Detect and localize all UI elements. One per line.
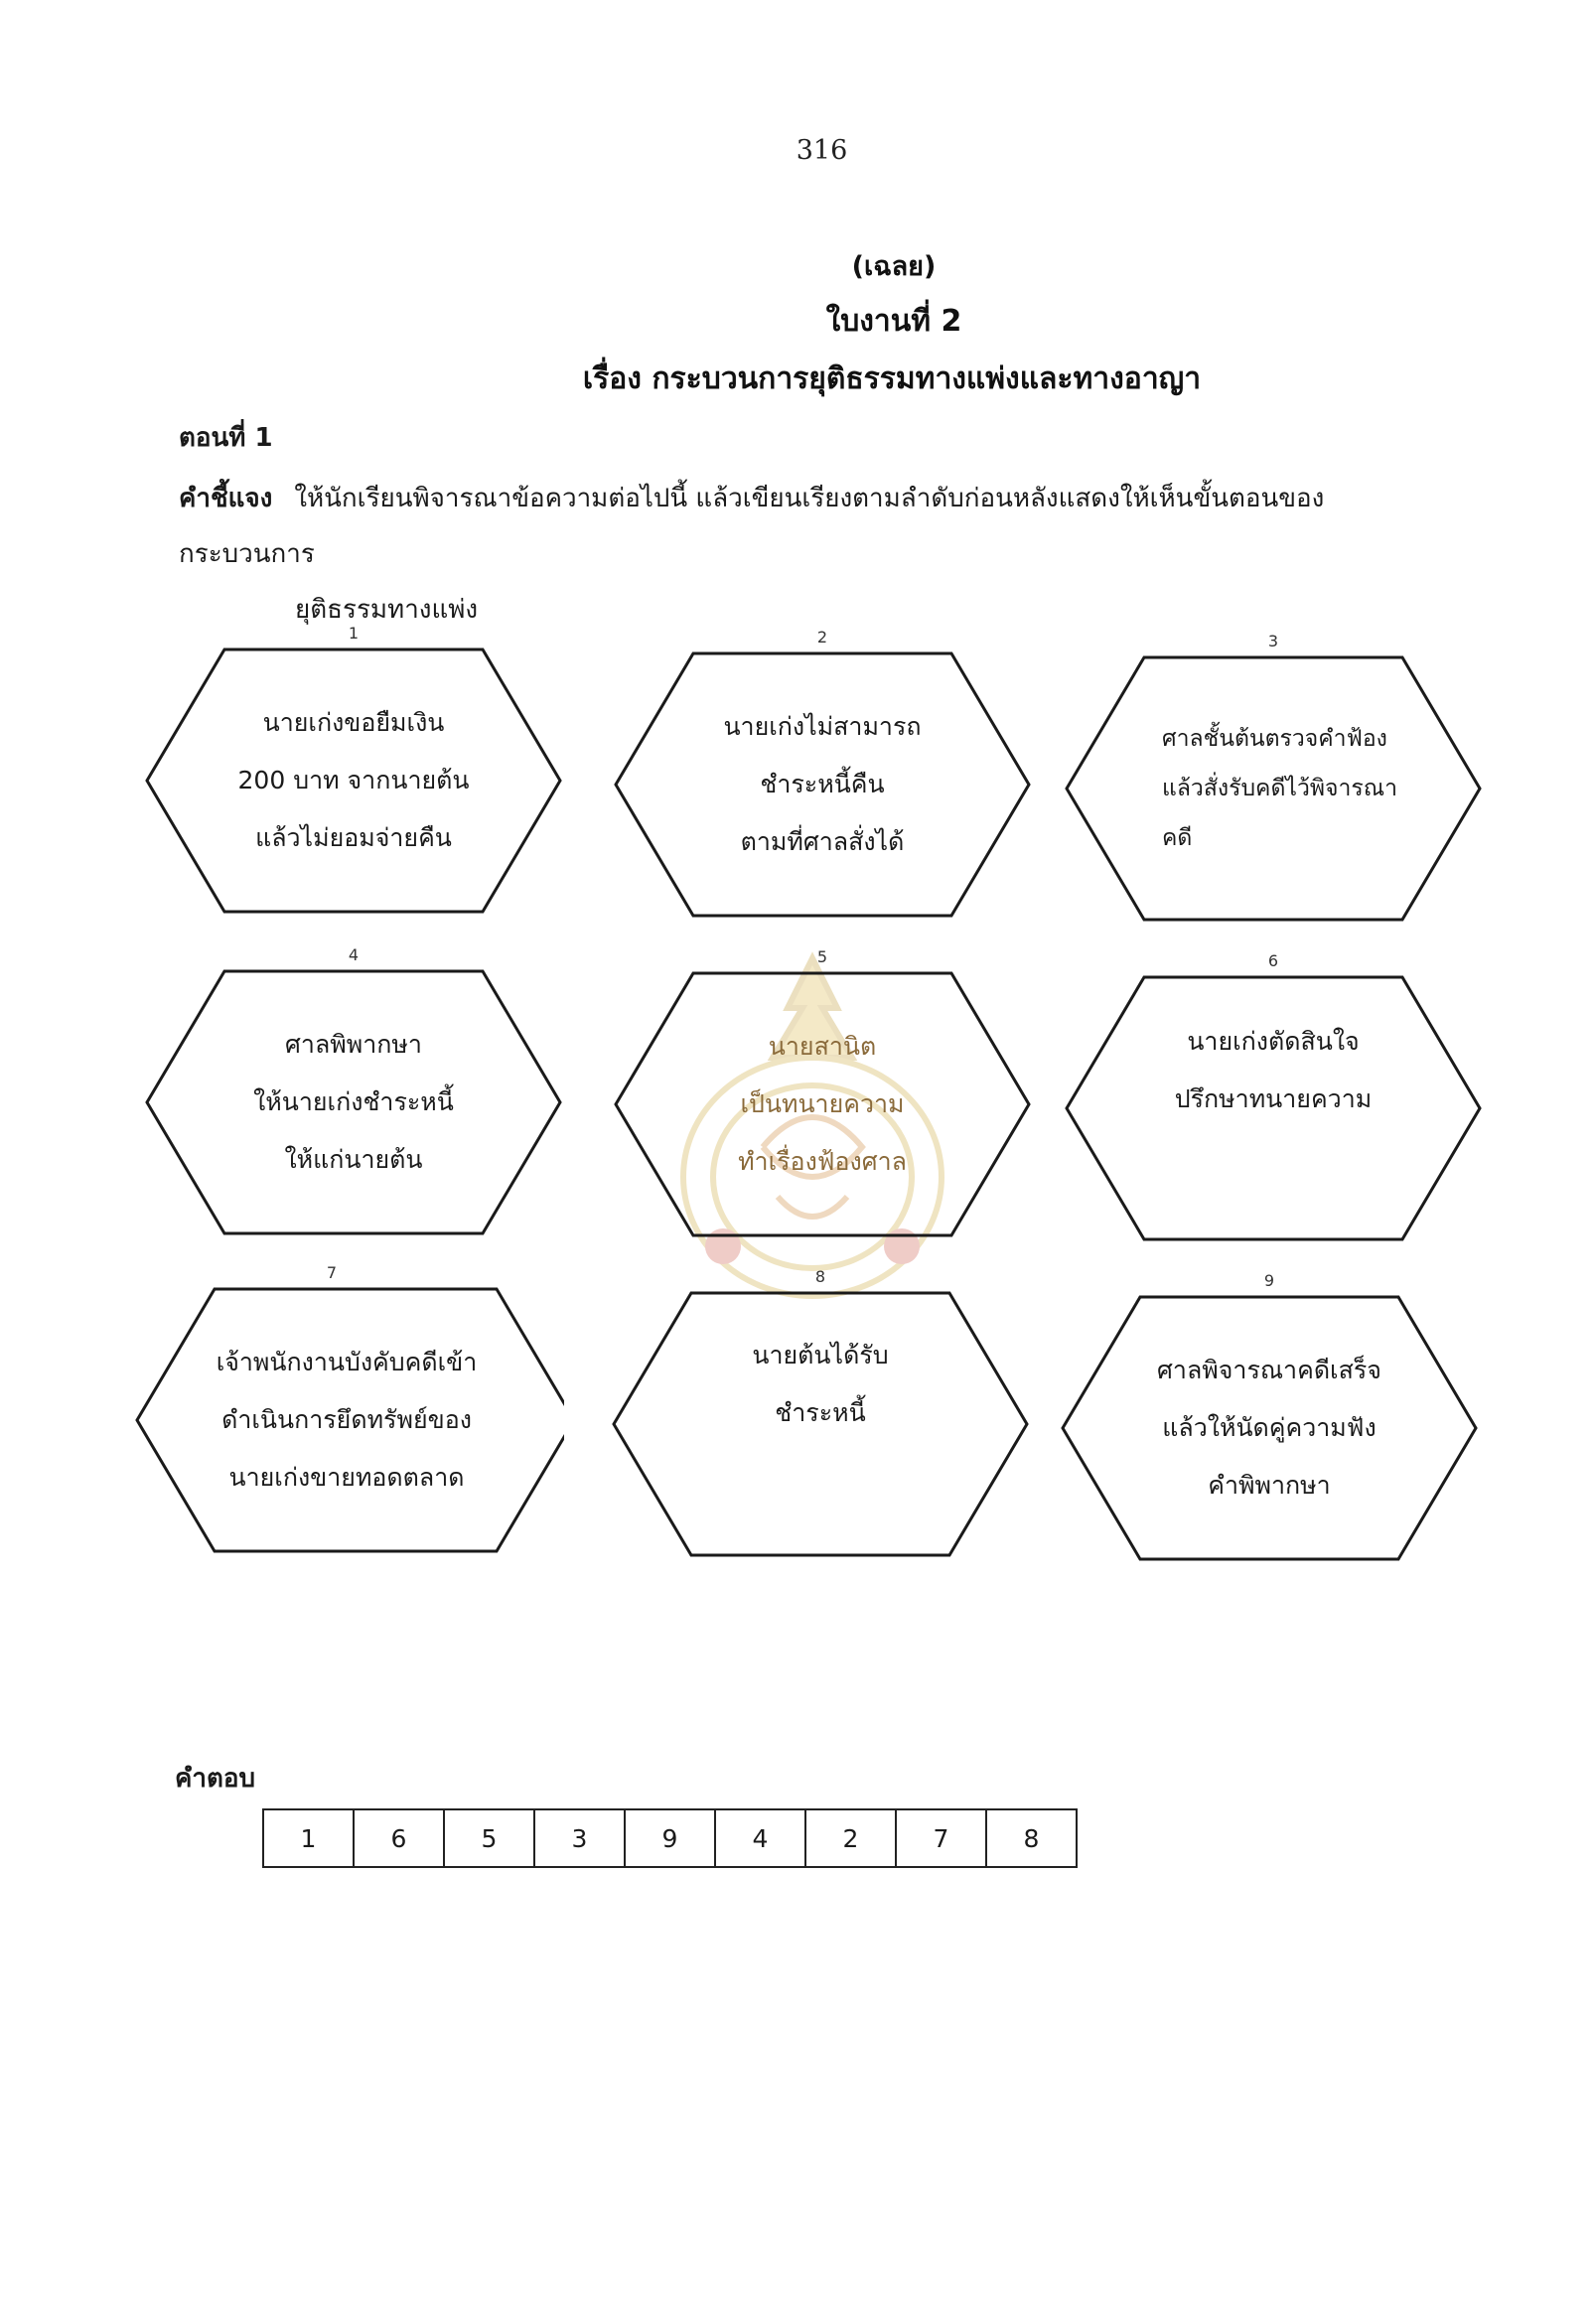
hexagon-text [683, 969, 961, 1239]
hexagon-line: นายเก่งไม่สามารถ [723, 712, 922, 741]
answer-cell: 2 [805, 1809, 896, 1867]
answer-label: คำตอบ [175, 1764, 255, 1794]
hexagon-number: 3 [1267, 632, 1279, 650]
hexagon-line: คำพิพากษา [1208, 1471, 1331, 1500]
hexagon-line: 200 บาท จากนายต้น [237, 766, 470, 794]
hexagon-line: เจ้าพนักงานบังคับคดีเข้า [216, 1348, 478, 1376]
instructions-line1: ให้นักเรียนพิจารณาข้อความต่อไปนี้ แล้วเขียนเรียงตามลำดับก่อนหลังแสดงให้เห็นขั้นตอนของกระบวนการ [179, 484, 1325, 569]
instructions [179, 471, 1460, 638]
hexagon-number: 2 [816, 628, 828, 647]
hexagon-line: ศาลพิพากษา [285, 1030, 422, 1059]
answer-cell: 7 [896, 1809, 986, 1867]
hexagon-card [145, 945, 562, 1263]
hexagon-line: ศาลชั้นต้นตรวจคำฟ้อง [1162, 726, 1387, 752]
answer-cell: 5 [444, 1809, 534, 1867]
answer-cell: 9 [625, 1809, 715, 1867]
hexagon-number: 7 [326, 1263, 338, 1282]
hexagon-line: ให้แก่นายต้น [284, 1145, 423, 1174]
hexagon-text [215, 646, 493, 916]
hexagon-text [1134, 653, 1440, 924]
hexagon-number: 6 [1267, 951, 1279, 970]
hexagon-card [614, 628, 1031, 945]
hexagon-number: 5 [816, 947, 828, 966]
answer-cell: 1 [263, 1809, 354, 1867]
hexagon-line: ให้นายเก่งชำระหนี้ [253, 1087, 454, 1116]
hexagon-text [215, 967, 493, 1237]
hexagon-line: ศาลพิจารณาคดีเสร็จ [1157, 1356, 1381, 1384]
hexagon-line: ชำระหนี้คืน [760, 770, 885, 798]
hexagon-text [683, 649, 961, 920]
hexagon-card [1065, 632, 1482, 949]
hexagon-text [1130, 1293, 1408, 1563]
answer-cell: 4 [715, 1809, 805, 1867]
hexagon-line: แล้วไม่ยอมจ่ายคืน [255, 823, 452, 852]
hexagon-number: 1 [348, 624, 360, 643]
hexagon-line: นายต้นได้รับ [752, 1341, 889, 1369]
hexagon-line: เป็นทนายความ [740, 1089, 905, 1118]
hexagon-number: 8 [814, 1267, 826, 1286]
hexagon-line: แล้วสั่งรับคดีไว้พิจารณา [1162, 776, 1398, 801]
hexagon-card [614, 947, 1031, 1265]
answer-sequence-table [262, 1808, 1078, 1868]
instructions-line2: ยุติธรรมทางแพ่ง [295, 595, 479, 625]
hexagon-text [681, 1289, 959, 1559]
hexagon-line: นายเก่งตัดสินใจ [1187, 1027, 1360, 1056]
hexagon-card [1065, 951, 1482, 1269]
instructions-label: คำชี้แจง [179, 484, 273, 513]
answer-key-label: (เฉลย) [851, 251, 937, 282]
hexagon-text [203, 1285, 491, 1555]
part-label: ตอนที่ 1 [179, 423, 273, 453]
hexagon-line: นายเก่งขอยืมเงิน [262, 708, 445, 737]
worksheet-title: ใบงานที่ 2 [825, 304, 962, 339]
hexagon-line: ดำเนินการยึดทรัพย์ของ [221, 1405, 472, 1434]
answer-cell: 3 [534, 1809, 625, 1867]
hexagon-card [1061, 1271, 1478, 1589]
hexagon-line: นายสานิต [768, 1032, 877, 1061]
hexagon-number: 4 [348, 945, 360, 964]
hexagon-text [1134, 973, 1412, 1243]
hexagon-card [145, 624, 562, 941]
hexagon-line: ปรึกษาทนายความ [1174, 1084, 1373, 1113]
page-number: 316 [796, 135, 848, 166]
hexagon-line: ทำเรื่องฟ้องศาล [738, 1147, 907, 1176]
hexagon-line: ตามที่ศาลสั่งได้ [740, 827, 905, 856]
answer-sequence-row [263, 1809, 1077, 1867]
answer-cell: 8 [986, 1809, 1077, 1867]
hexagon-line: นายเก่งขายทอดตลาด [228, 1463, 465, 1492]
hexagon-line: ชำระหนี้ [775, 1398, 866, 1427]
subject-title: เรื่อง กระบวนการยุติธรรมทางแพ่งและทางอาญา [582, 361, 1202, 396]
hexagon-line: คดี [1162, 825, 1193, 851]
hexagon-card [612, 1267, 1029, 1585]
hexagon-line: แล้วให้นัดคู่ความฟัง [1162, 1413, 1377, 1442]
hexagon-number: 9 [1263, 1271, 1275, 1290]
hexagon-card [123, 1263, 540, 1581]
answer-cell: 6 [354, 1809, 444, 1867]
